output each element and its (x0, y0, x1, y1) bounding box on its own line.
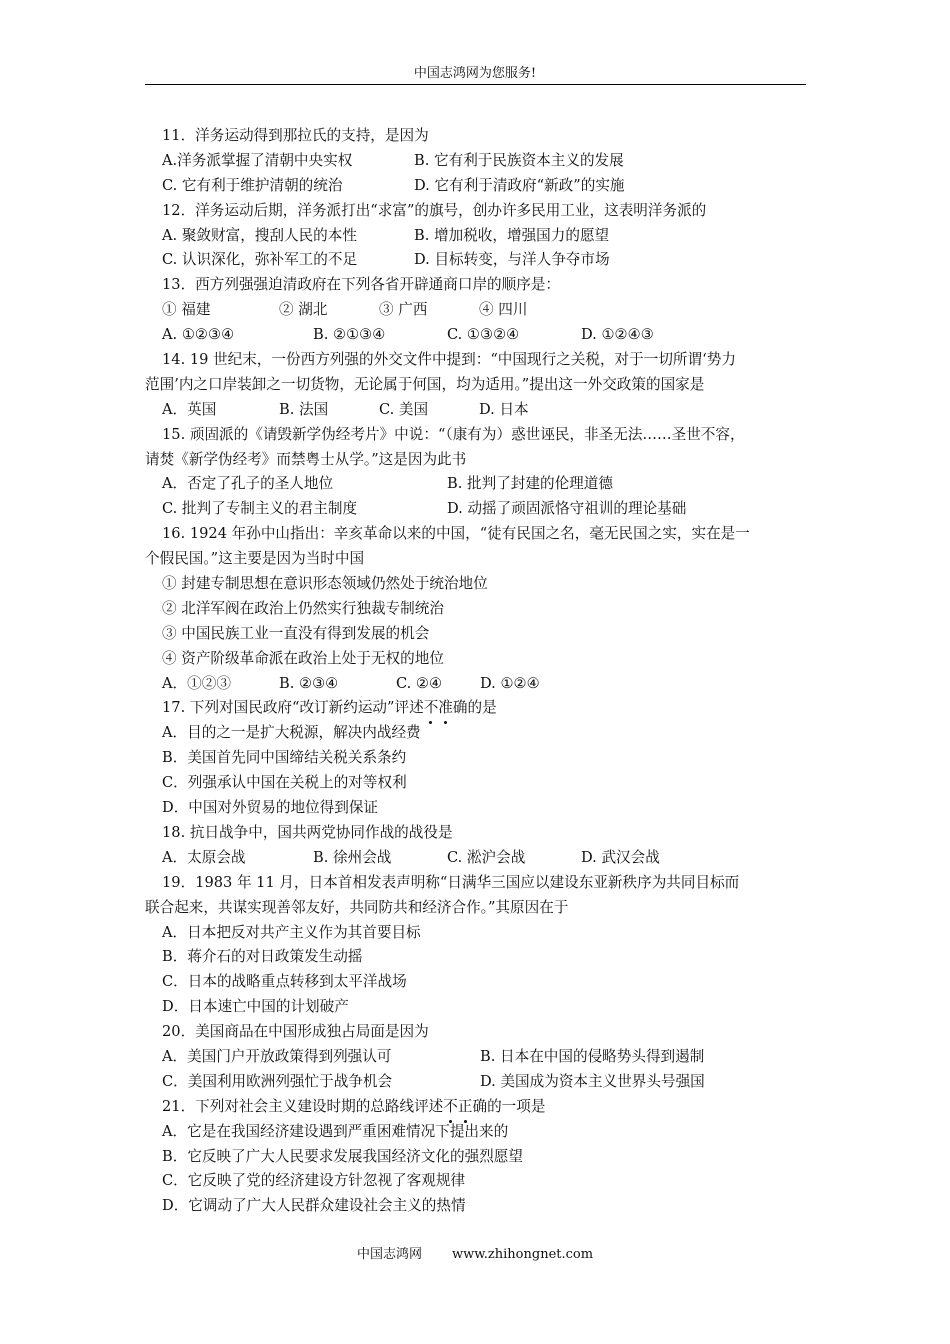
q19-stem-line1: 19．1983 年 11 月，日本首相发表声明称“日满华三国应以建设东亚新秩序为共同目标而 (162, 873, 740, 891)
q15-option-a: A．否定了孔子的圣人地位 (162, 475, 334, 493)
q12-option-a: A. 聚敛财富，搜刮人民的本性 (162, 226, 357, 244)
q16-item: ② 北洋军阀在政治上仍然实行独裁专制统治 (162, 599, 444, 617)
q20-options-ab (145, 1045, 809, 1070)
q16-option-d: D. ①②④ (480, 674, 540, 692)
q18-option-d: D. 武汉会战 (581, 848, 660, 866)
q12-option-b: B. 增加税收，增强国力的愿望 (414, 226, 610, 244)
q15-stem-line2: 请焚《新学伪经考》而禁粤士从学。”这是因为此书 (145, 450, 467, 468)
q17-stem (145, 696, 809, 721)
q14-option-b: B. 法国 (279, 400, 329, 418)
q21-option-d: D．它调动了广大人民群众建设社会主义的热情 (162, 1197, 466, 1215)
q13-item: ④ 四川 (479, 301, 528, 319)
q16-options (145, 672, 809, 697)
q15-option-d: D. 动摇了顽固派恪守祖训的理论基础 (447, 500, 687, 518)
q20-option-b: B. 日本在中国的侵略势头得到遏制 (480, 1047, 705, 1065)
q19-stem-line2: 联合起来，共谋实现善邻友好，共同防共和经济合作。”其原因在于 (145, 898, 569, 916)
q15-options-ab (145, 472, 809, 497)
q21-stem-post: 确的一项是 (472, 1097, 546, 1115)
q17-stem-post: 确的是 (452, 699, 497, 717)
q16-option-b: B. ②③④ (279, 674, 339, 692)
q13-item: ① 福建 (162, 301, 211, 319)
q12-option-c: C. 认识深化，弥补军工的不足 (162, 251, 358, 269)
q14-options (145, 398, 809, 423)
q13-option-c: C. ①③②④ (447, 326, 520, 344)
q14-stem-line1: 14. 19 世纪末，一份西方列强的外交文件中提到：“中国现行之关税，对于一切所谓‘势力 (162, 351, 736, 369)
page-header: 中国志鸿网为您服务! (413, 66, 537, 81)
footer-site-name: 中国志鸿网 (356, 1247, 422, 1262)
q16-stem-line1: 16. 1924 年孙中山指出：辛亥革命以来的中国，“徒有民国之名，毫无民国之实，实在是一 (162, 525, 750, 543)
q21-emphasis: 正 (458, 1095, 473, 1120)
q12-options-ab (145, 224, 809, 249)
q17-option-b: B．美国首先同中国缔结关税关系条约 (162, 749, 407, 767)
q11-option-d: D. 它有利于清政府“新政”的实施 (414, 176, 625, 194)
q16-stem-line2: 个假民国。”这主要是因为当时中国 (145, 550, 365, 568)
q15-option-b: B. 批判了封建的伦理道德 (447, 475, 613, 493)
q19-option-b: B．蒋介石的对日政策发生动摇 (162, 948, 363, 966)
q20-option-a: A．美国门户开放政策得到列强认可 (162, 1047, 392, 1065)
q11-options-cd (145, 174, 809, 199)
q17-option-a: A．目的之一是扩大税源，解决内战经费 (162, 724, 421, 742)
q16-item: ③ 中国民族工业一直没有得到发展的机会 (162, 624, 430, 642)
footer-url[interactable]: www.zhihongnet.com (451, 1247, 594, 1262)
q14-option-a: A．英国 (162, 400, 217, 418)
q13-item: ③ 广西 (379, 301, 428, 319)
q11-options-ab (145, 149, 809, 174)
q16-item: ④ 资产阶级革命派在政治上处于无权的地位 (162, 649, 444, 667)
q14-option-c: C. 美国 (379, 400, 429, 418)
q13-options (145, 323, 809, 348)
q11-option-a: A.洋务派掌握了清朝中央实权 (162, 151, 353, 169)
q21-emphasis: 不 (443, 1095, 458, 1120)
page-footer (145, 1247, 805, 1263)
q13-option-a: A. ①②③④ (162, 326, 235, 344)
q16-option-a: A．①②③ (162, 674, 231, 692)
q18-option-c: C. 淞沪会战 (447, 848, 526, 866)
q11-option-b: B. 它有利于民族资本主义的发展 (414, 151, 624, 169)
q19-option-d: D．日本速亡中国的计划破产 (162, 998, 349, 1016)
q16-option-c: C. ②④ (396, 674, 443, 692)
q14-option-d: D. 日本 (479, 400, 529, 418)
q14-stem-line2: 范围’内之口岸装卸之一切货物，无论属于何国，均为适用。”提出这一外交政策的国家是 (145, 375, 705, 393)
q21-option-c: C．它反映了党的经济建设方针忽视了客观规律 (162, 1172, 466, 1190)
q19-option-c: C．日本的战略重点转移到太平洋战场 (162, 973, 407, 991)
q17-emphasis: 不 (424, 696, 439, 721)
q13-items (145, 298, 809, 323)
q13-stem: 13．西方列强强迫清政府在下列各省开辟通商口岸的顺序是： (162, 276, 561, 294)
q17-option-c: C．列强承认中国在关税上的对等权利 (162, 774, 407, 792)
q15-stem-line1: 15. 顽固派的《请毁新学伪经考片》中说：“（康有为）惑世诬民，非圣无法……圣世不容， (162, 425, 745, 443)
q21-stem-pre: 21．下列对社会主义建设时期的总路线评述 (162, 1097, 444, 1115)
q17-option-d: D．中国对外贸易的地位得到保证 (162, 799, 379, 817)
q21-stem (145, 1095, 809, 1120)
q11-stem: 11．洋务运动得到那拉氏的支持，是因为 (162, 127, 429, 144)
q12-option-d: D. 目标转变，与洋人争夺市场 (414, 251, 610, 269)
q21-option-b: B．它反映了广大人民要求发展我国经济文化的强烈愿望 (162, 1147, 523, 1165)
q21-option-a: A．它是在我国经济建设遇到严重困难情况下提出来的 (162, 1122, 509, 1140)
q20-stem: 20．美国商品在中国形成独占局面是因为 (162, 1023, 429, 1041)
q17-emphasis: 准 (438, 696, 453, 721)
q15-options-cd (145, 497, 809, 522)
q19-option-a: A．日本把反对共产主义作为其首要目标 (162, 923, 421, 941)
q13-option-b: B. ②①③④ (313, 326, 386, 344)
q16-item: ① 封建专制思想在意识形态领域仍然处于统治地位 (162, 575, 488, 593)
q18-option-b: B. 徐州会战 (313, 848, 392, 866)
q20-option-c: C．美国利用欧洲列强忙于战争机会 (162, 1072, 393, 1090)
q20-option-d: D. 美国成为资本主义世界头号强国 (480, 1072, 705, 1090)
q13-option-d: D. ①②④③ (581, 326, 654, 344)
q15-option-c: C. 批判了专制主义的君主制度 (162, 500, 358, 518)
q18-options (145, 846, 809, 871)
q17-stem-pre: 17. 下列对国民政府“改订新约运动”评述 (162, 699, 424, 717)
q11-option-c: C. 它有利于维护清朝的统治 (162, 176, 343, 194)
q12-options-cd (145, 248, 809, 273)
header-rule (145, 84, 806, 85)
exam-content (145, 124, 809, 1219)
q13-item: ② 湖北 (279, 301, 328, 319)
q12-stem: 12．洋务运动后期，洋务派打出“求富”的旗号，创办许多民用工业，这表明洋务派的 (162, 201, 707, 219)
q20-options-cd (145, 1070, 809, 1095)
q18-stem: 18. 抗日战争中，国共两党协同作战的战役是 (162, 823, 453, 841)
q18-option-a: A．太原会战 (162, 848, 246, 866)
